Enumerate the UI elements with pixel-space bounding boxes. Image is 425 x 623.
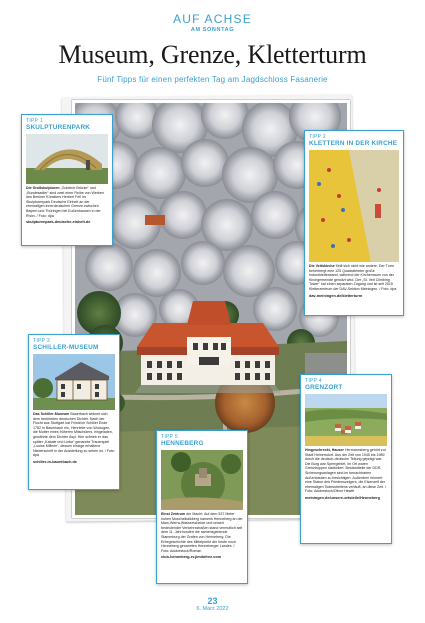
tip-description xyxy=(309,264,399,292)
tip-description xyxy=(33,412,115,458)
tip-number: TIPP 3 xyxy=(33,338,50,344)
section-kicker: AUF ACHSE xyxy=(173,12,252,26)
issue-date: 6. März 2022 xyxy=(196,606,229,612)
tip-card-grenzort xyxy=(300,374,392,544)
tip-title: SKULPTURENPARK xyxy=(26,124,91,131)
tip-description xyxy=(161,512,243,553)
tip-number: TIPP 2 xyxy=(309,134,326,140)
tip-title: GRENZORT xyxy=(305,384,343,391)
skulpturenpark-photo xyxy=(26,134,108,184)
tip-link[interactable]: skulpturenpark-deutsche-einheit.de xyxy=(26,220,91,225)
tip-title: HENNEBERG xyxy=(161,440,204,447)
grenzort-photo xyxy=(305,394,387,446)
tip-card-henneberg xyxy=(156,430,248,584)
tip-description-body: „Goldene Brücke“ und „Bundesadler“ sind zwei einer Reihe von Werken des Berliner Künstlers Herbert Fell im Skulpturenpark Deutsche Einheit an der ehemaligen innerdeutschen Grenze zwischen Bayern und Thüringen bei Eußenhausen in der Rhön. / Foto: dpa xyxy=(26,186,104,218)
tip-title: SCHILLER-MUSEUM xyxy=(33,344,99,351)
headline: Museum, Grenze, Kletterturm xyxy=(58,40,367,69)
schiller-museum-photo xyxy=(33,354,115,410)
page-number: 23 xyxy=(207,596,218,606)
tip-card-schiller xyxy=(28,334,120,490)
tip-link[interactable]: club-henneberg-rv.jimdofree.com xyxy=(161,555,222,560)
tip-description-lead: Einst Zentrum xyxy=(161,512,186,516)
tip-number: TIPP 1 xyxy=(26,118,43,124)
tip-description xyxy=(26,186,108,218)
tip-card-klettern xyxy=(304,130,404,316)
tip-description-lead: Hingeschreckt, Hauser xyxy=(305,448,344,452)
tip-description-lead: Die Großskulpturen xyxy=(26,186,60,190)
tip-description-body: der Macht: Auf dem 537 Meter hohen Muschelkalkberg namens Henneberg an der Main-Werra-Wasserscheide und unweit bedeutender Verkehrsstraßen stand vermutlich seit dem 11. Jahrhundert die namensgebende Stammburg der Grafen von Henneberg. Die Erbegeschichte des Mittelpunkt der heute noch Henneberg genannten Henneberger Landes. / Foto: Adobestock/Roman xyxy=(161,512,243,553)
tip-description-body: Hermannsberg gehört zur Stadt Heinersdorf. Aus der Zeit von 1945 bis 1989 durch die deutsch-deutsche Teilung geprägt war. Die Burg war Sperrgebiet, im Ort waren Grenztruppen stationiert. Bestandteile der DDR-Sicherungsanlagen sind im benachbarten Außenbauten zu besichtigen. Außerdem erinnert eine Statue des Friedenszeigers, die Eisenzeit der ehemaligen Todesstreifens verläuft, an diese Zeit. / Foto: Adobestock/Oliver Hewitt xyxy=(305,448,387,494)
climbing-wall-photo xyxy=(309,150,399,262)
tip-description-body: fühlt sich nicht wie andere. Der Turm beherbergt eine 125 Quadratmeter große Indoorkletterwand, während der Kirchenraum von der Kirchgemeinde genutzt wird. Der „St. Veit Climbing Tower“ hat einen separaten Zugang und ist seit 2015 Kletterzentrum der DAV-Sektion Meiningen. / Foto: dpa xyxy=(309,264,397,291)
tip-description-lead: Das Schiller-Museum xyxy=(33,412,70,416)
tip-number: TIPP 5 xyxy=(161,434,178,440)
tip-title: KLETTERN IN DER KIRCHE xyxy=(309,140,398,147)
tip-link[interactable]: schiller-in-bauerbach.de xyxy=(33,459,77,464)
tip-link[interactable]: dav-meiningen.de/kletterturm xyxy=(309,293,363,298)
section-kicker-sub: AM SONNTAG xyxy=(190,27,235,33)
tip-link[interactable]: meiningen.de/unsere-ortsteile/Henneberg xyxy=(305,495,380,500)
tip-description xyxy=(305,448,387,494)
tip-description-body: Bauerbach widmet sich dem berühmten deutschen Dichter. Nach der Flucht aus Stuttgart hat Friedrich Schiller Ende 1782 in Bauerbach ein, Henriette von Wolzogen, die Mutter eines früheren Mitschülers, eingeladen, gewährte dem Dichter Asyl. Hier schrieb er das später „Kabale und Liebe“ genannte Trauerspiel „Louise Millerin“, dessen einzige erhaltene Niederschrift in der Ausstellung zu sehen ist. / Foto: dpa xyxy=(33,412,115,458)
subheadline: Fünf Tipps für einen perfekten Tag am Jagdschloss Fasanerie xyxy=(97,75,328,84)
tip-description-lead: Die Veitskirche xyxy=(309,264,335,268)
henneberg-photo xyxy=(161,450,243,510)
tip-number: TIPP 4 xyxy=(305,378,322,384)
tip-card-skulpturenpark xyxy=(21,114,113,246)
